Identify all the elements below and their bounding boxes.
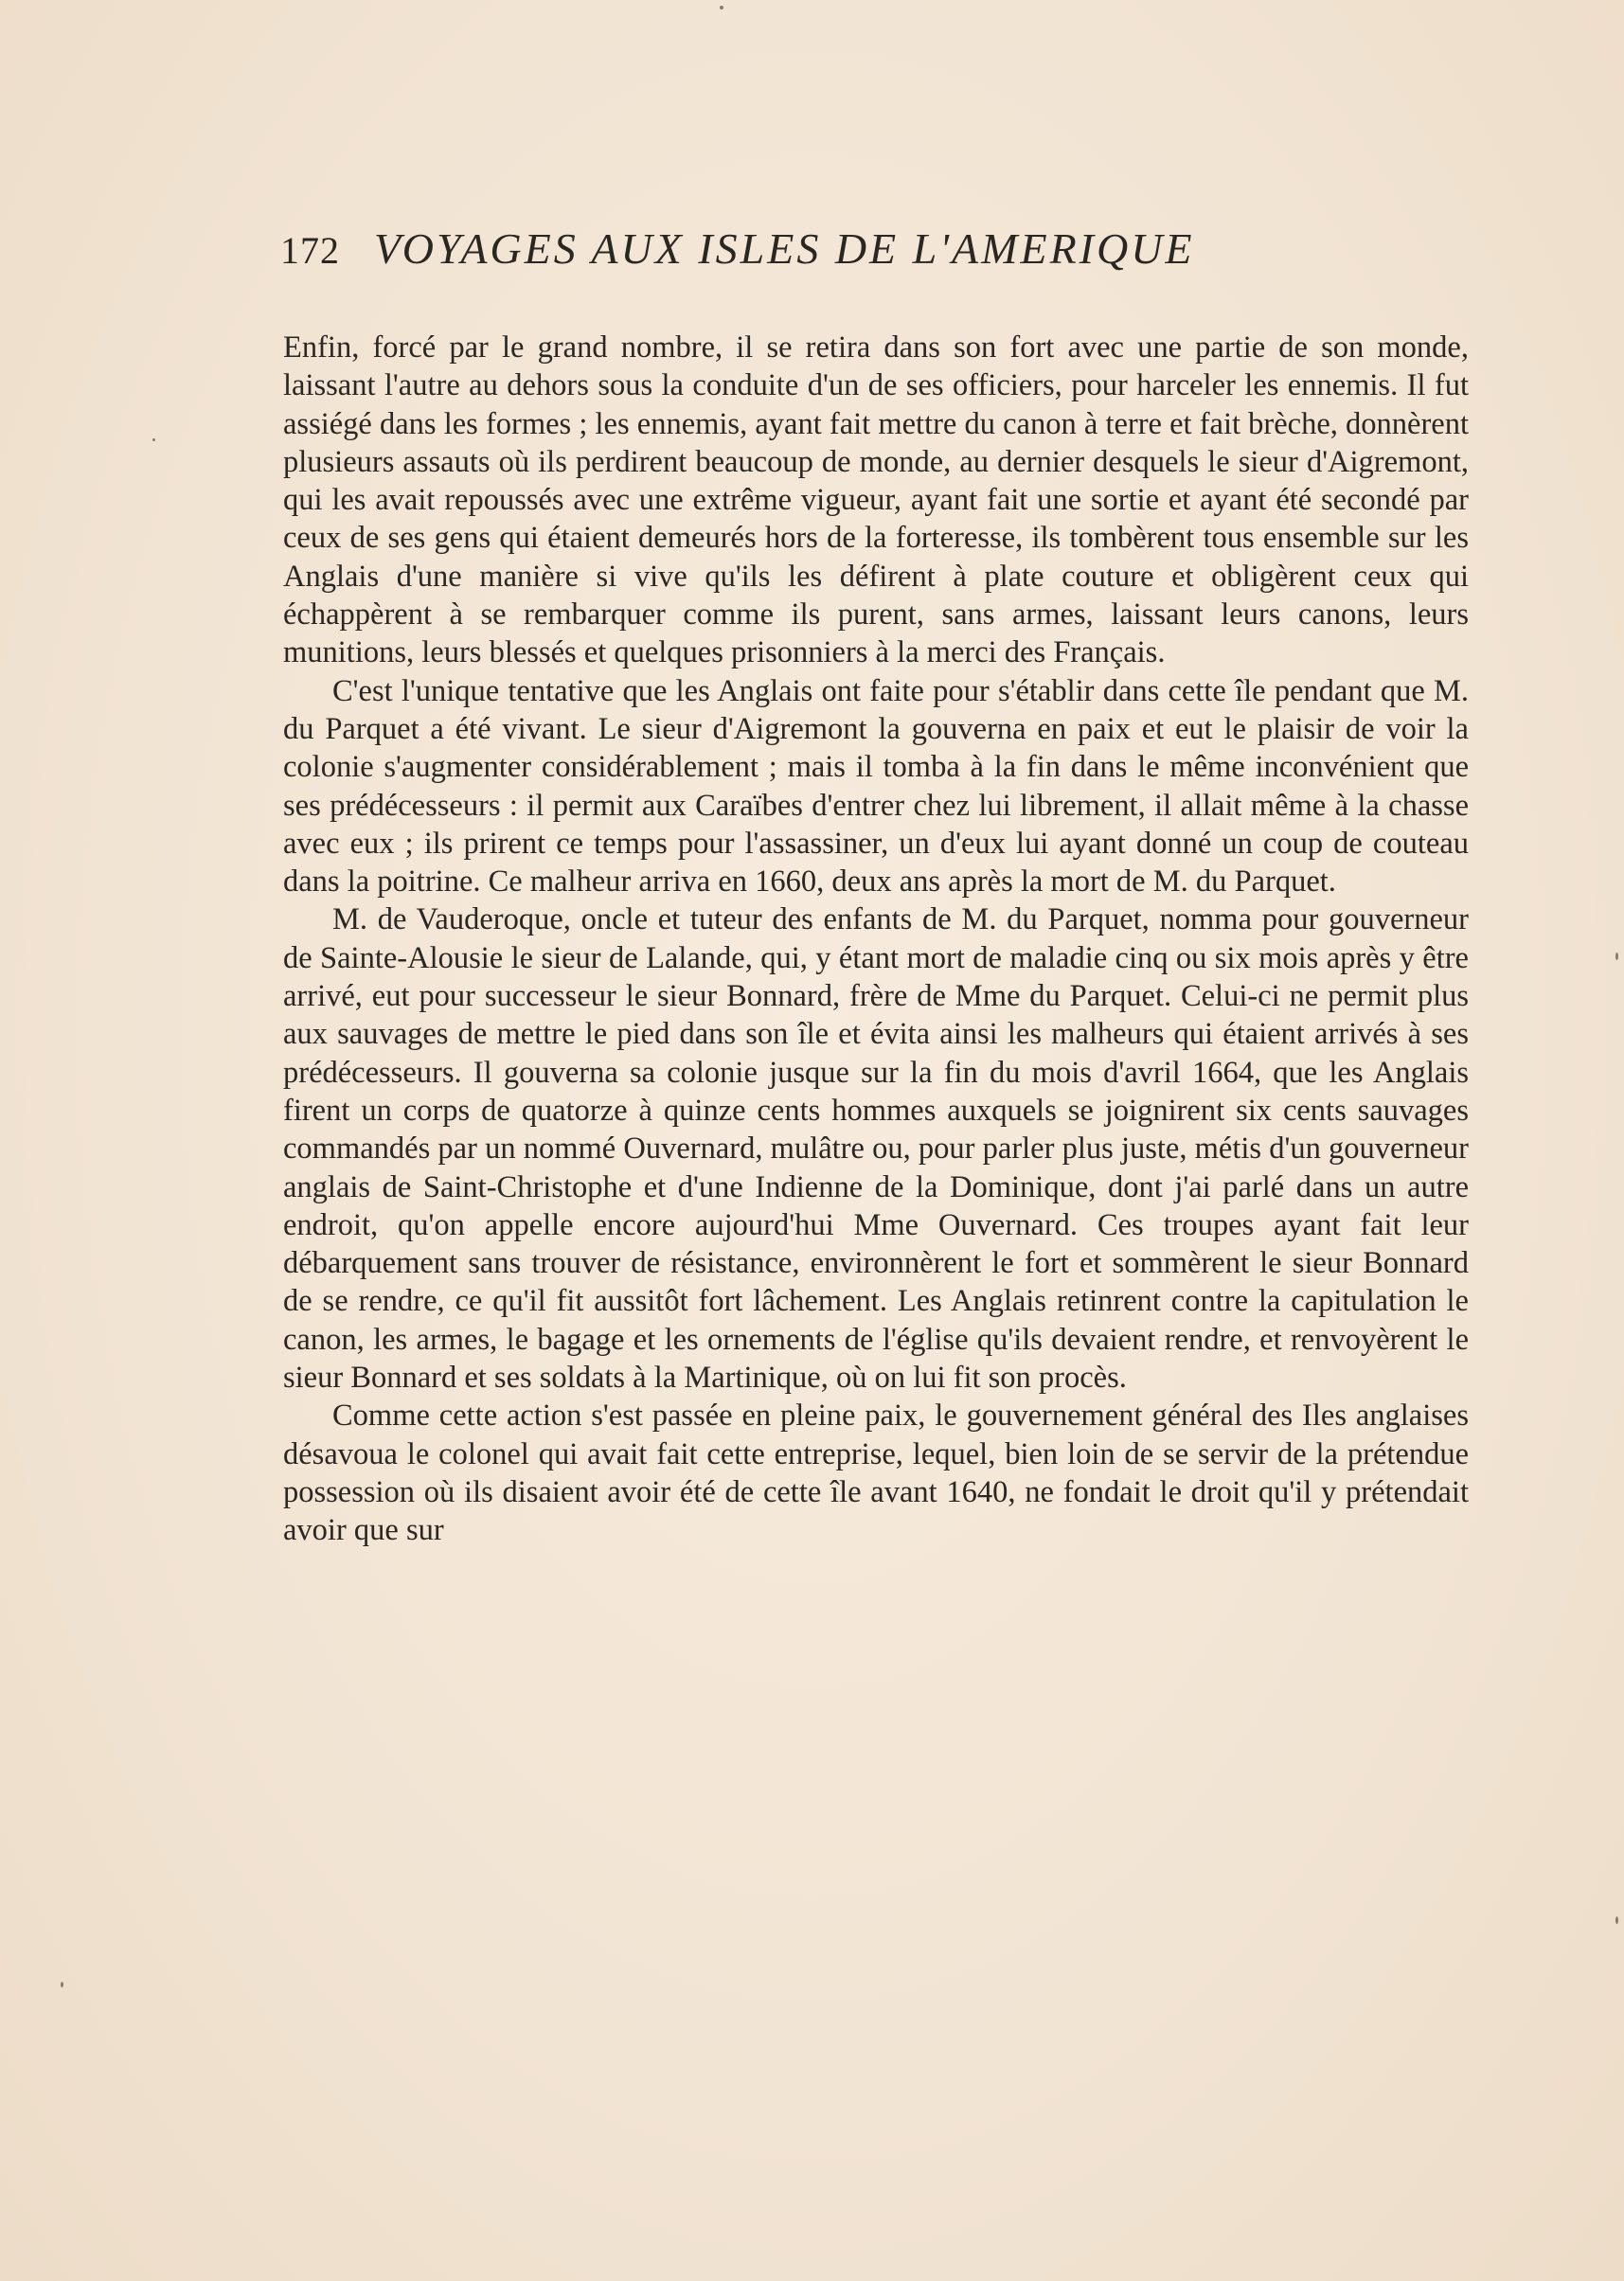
paragraph-2: C'est l'unique tentative que les Anglais ont faite pour s'établir dans cette île pendant que M. du Parquet a été vivant. Le sieur d'Aigremont la gouverna en paix et eut le plaisir de voir la colonie s'augmenter considérablement ; mais il tomba à la fin dans le même inconvénient que ses prédécesseurs : il permit aux Caraïbes d'entrer chez lui librement, il allait même à la chasse avec eux ; ils prirent ce temps pour l'assassiner, un d'eux lui ayant donné un coup de couteau dans la poitrine. Ce malheur arriva en 1660, deux ans après la mort de M. du Parquet. (283, 673, 1469, 900)
paper-speck (1615, 953, 1618, 960)
paper-speck (720, 6, 723, 9)
paper-speck (152, 438, 155, 441)
page-number: 172 (280, 229, 340, 272)
paper-speck (61, 1982, 63, 1987)
body-text (283, 329, 1469, 1550)
paragraph-1: Enfin, forcé par le grand nombre, il se retira dans son fort avec une partie de son monde, laissant l'autre au dehors sous la conduite d'un de ses officiers, pour harceler les ennemis. Il fut assiégé dans les formes ; les ennemis, ayant fait mettre du canon à terre et fait brèche, donnèrent plusieurs assauts où ils perdirent beaucoup de monde, au dernier desquels le sieur d'Aigremont, qui les avait repoussés avec une extrême vigueur, ayant fait une sortie et ayant été secondé par ceux de ses gens qui étaient demeurés hors de la forteresse, ils tombèrent tous ensemble sur les Anglais d'une manière si vive qu'ils les défirent à plate couture et obligèrent ceux qui échappèrent à se rembarquer comme ils purent, sans armes, laissant leurs canons, leurs munitions, leurs blessés et quelques prisonniers à la merci des Français. (283, 330, 1469, 670)
page-header (280, 223, 1379, 290)
paragraph-3: M. de Vauderoque, oncle et tuteur des enfants de M. du Parquet, nomma pour gouverneur de Sainte-Alousie le sieur de Lalande, qui, y étant mort de maladie cinq ou six mois après y être arrivé, eut pour successeur le sieur Bonnard, frère de Mme du Parquet. Celui-ci ne permit plus aux sauvages de mettre le pied dans son île et évita ainsi les malheurs qui étaient arrivés à ses prédécesseurs. Il gouverna sa colonie jusque sur la fin du mois d'avril 1664, que les Anglais firent un corps de quatorze à quinze cents hommes auxquels se joignirent six cents sauvages commandés par un nommé Ouvernard, mulâtre ou, pour parler plus juste, métis d'un gouverneur anglais de Saint-Christophe et d'une Indienne de la Dominique, dont j'ai parlé dans un autre endroit, qu'on appelle encore aujourd'hui Mme Ouvernard. Ces troupes ayant fait leur débarquement sans trouver de résistance, environnèrent le fort et sommèrent le sieur Bonnard de se rendre, ce qu'il fit aussitôt fort lâchement. Les Anglais retinrent contre la capitulation le canon, les armes, le bagage et les ornements de l'église qu'ils devaient rendre, et renvoyèrent le sieur Bonnard et ses soldats à la Martinique, où on lui fit son procès. (283, 902, 1469, 1396)
running-title: VOYAGES AUX ISLES DE L'AMERIQUE (374, 224, 1195, 273)
paragraph-4: Comme cette action s'est passée en pleine paix, le gouvernement général des Iles anglaises désavoua le colonel qui avait fait cette entreprise, lequel, bien loin de se servir de la prétendue possession où ils disaient avoir été de cette île avant 1640, ne fondait le droit qu'il y prétendait avoir que sur (283, 1399, 1469, 1548)
paper-speck (1615, 1916, 1618, 1924)
